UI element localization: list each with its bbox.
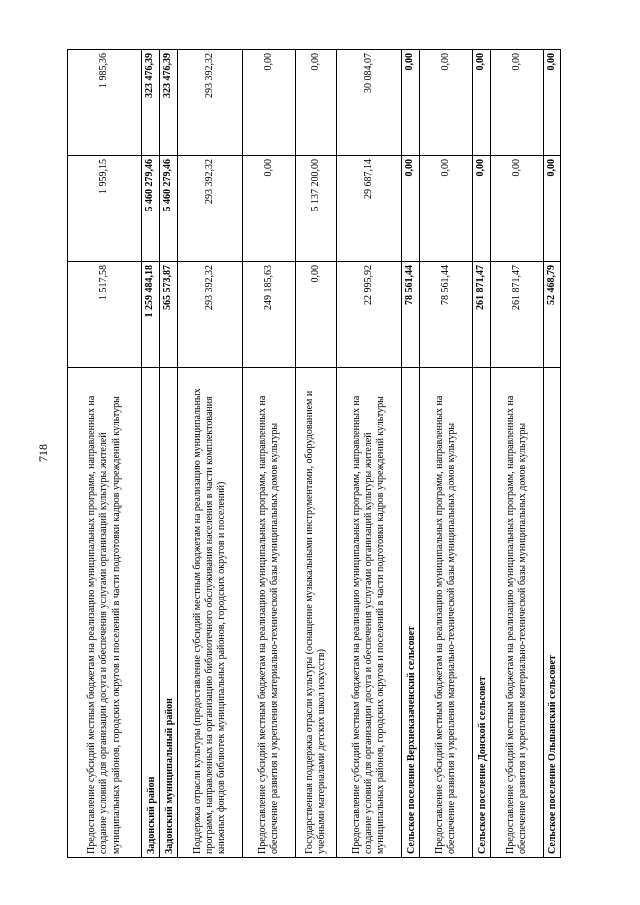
page-number: 718 <box>36 444 50 462</box>
value-cell-1: 78 561,44 <box>420 262 473 368</box>
value-cell-2: 1 959,15 <box>68 156 142 262</box>
table-row <box>68 50 142 858</box>
row-name-cell: Предоставление субсидий местным бюджетам на реализацию муниципальных программ, направленных на обеспечение развития и укрепления материально-технической базы муниципальных домов культуры <box>243 368 296 858</box>
value-cell-3: 293 392,32 <box>178 50 243 156</box>
value-cell-1: 261 871,47 <box>491 262 544 368</box>
value-cell-2: 293 392,32 <box>178 156 243 262</box>
value-cell-1: 1 517,58 <box>68 262 142 368</box>
value-cell-3: 0,00 <box>544 50 561 156</box>
budget-table <box>67 49 561 858</box>
value-cell-2: 0,00 <box>491 156 544 262</box>
value-cell-1: 22 995,92 <box>337 262 402 368</box>
table-row <box>337 50 402 858</box>
value-cell-2: 0,00 <box>473 156 491 262</box>
value-cell-1: 565 573,87 <box>160 262 178 368</box>
value-cell-2: 5 460 279,46 <box>160 156 178 262</box>
value-cell-1: 0,00 <box>296 262 337 368</box>
table-body <box>68 50 561 858</box>
value-cell-1: 261 871,47 <box>473 262 491 368</box>
row-name-cell: Поддержка отрасли культуры (предоставление субсидий местным бюджетам на реализацию муниципальных программ, направленных на организацию библиотечного обслуживания населения в части комплектования книжных фондов библиотек муниципальных районов, городских округов и поселений) <box>178 368 243 858</box>
row-name-cell: Предоставление субсидий местным бюджетам на реализацию муниципальных программ, направленных на создание условий для организации досуга и обеспечения услугами организаций культуры жителей муниципальных районов, городских округов и поселений в части подготовки кадров учреждений культуры <box>337 368 402 858</box>
section-row <box>544 50 561 858</box>
table-row <box>243 50 296 858</box>
value-cell-1: 78 561,44 <box>402 262 420 368</box>
value-cell-3: 30 084,07 <box>337 50 402 156</box>
value-cell-1: 293 392,32 <box>178 262 243 368</box>
section-row <box>402 50 420 858</box>
table-row <box>491 50 544 858</box>
section-row <box>142 50 160 858</box>
value-cell-2: 29 687,14 <box>337 156 402 262</box>
row-name-cell: Предоставление субсидий местным бюджетам на реализацию муниципальных программ, направленных на обеспечение развития и укрепления материально-технической базы муниципальных домов культуры <box>491 368 544 858</box>
value-cell-3: 323 476,39 <box>160 50 178 156</box>
value-cell-3: 0,00 <box>402 50 420 156</box>
row-name-cell: Предоставление субсидий местным бюджетам на реализацию муниципальных программ, направленных на обеспечение развития и укрепления материально-технической базы муниципальных домов культуры <box>420 368 473 858</box>
row-name-cell: Сельское поселение Верхнеказаченский сельсовет <box>402 368 420 858</box>
value-cell-1: 249 185,63 <box>243 262 296 368</box>
value-cell-3: 0,00 <box>491 50 544 156</box>
table-row <box>296 50 337 858</box>
row-name-cell: Сельское поселение Ольшанский сельсовет <box>544 368 561 858</box>
budget-table-rotated <box>67 50 560 858</box>
value-cell-1: 1 259 484,18 <box>142 262 160 368</box>
row-name-cell: Задонский муниципальный район <box>160 368 178 858</box>
row-name-cell: Государственная поддержка отрасли культуры (оснащение музыкальными инструментами, оборудованием и учебными материалами детских школ искусств) <box>296 368 337 858</box>
value-cell-3: 0,00 <box>296 50 337 156</box>
table-row <box>178 50 243 858</box>
value-cell-2: 0,00 <box>420 156 473 262</box>
value-cell-2: 0,00 <box>544 156 561 262</box>
section-row <box>473 50 491 858</box>
value-cell-2: 0,00 <box>402 156 420 262</box>
value-cell-3: 0,00 <box>243 50 296 156</box>
value-cell-3: 0,00 <box>473 50 491 156</box>
row-name-cell: Предоставление субсидий местным бюджетам на реализацию муниципальных программ, направленных на создание условий для организации досуга и обеспечения услугами организаций культуры жителей муниципальных районов, городских округов и поселений в части подготовки кадров учреждений культуры <box>68 368 142 858</box>
value-cell-2: 5 137 200,00 <box>296 156 337 262</box>
value-cell-2: 5 460 279,46 <box>142 156 160 262</box>
value-cell-3: 1 985,36 <box>68 50 142 156</box>
value-cell-2: 0,00 <box>243 156 296 262</box>
value-cell-3: 0,00 <box>420 50 473 156</box>
row-name-cell: Сельское поселение Донской сельсовет <box>473 368 491 858</box>
row-name-cell: Задонский район <box>142 368 160 858</box>
section-row <box>160 50 178 858</box>
table-row <box>420 50 473 858</box>
value-cell-3: 323 476,39 <box>142 50 160 156</box>
value-cell-1: 52 468,79 <box>544 262 561 368</box>
